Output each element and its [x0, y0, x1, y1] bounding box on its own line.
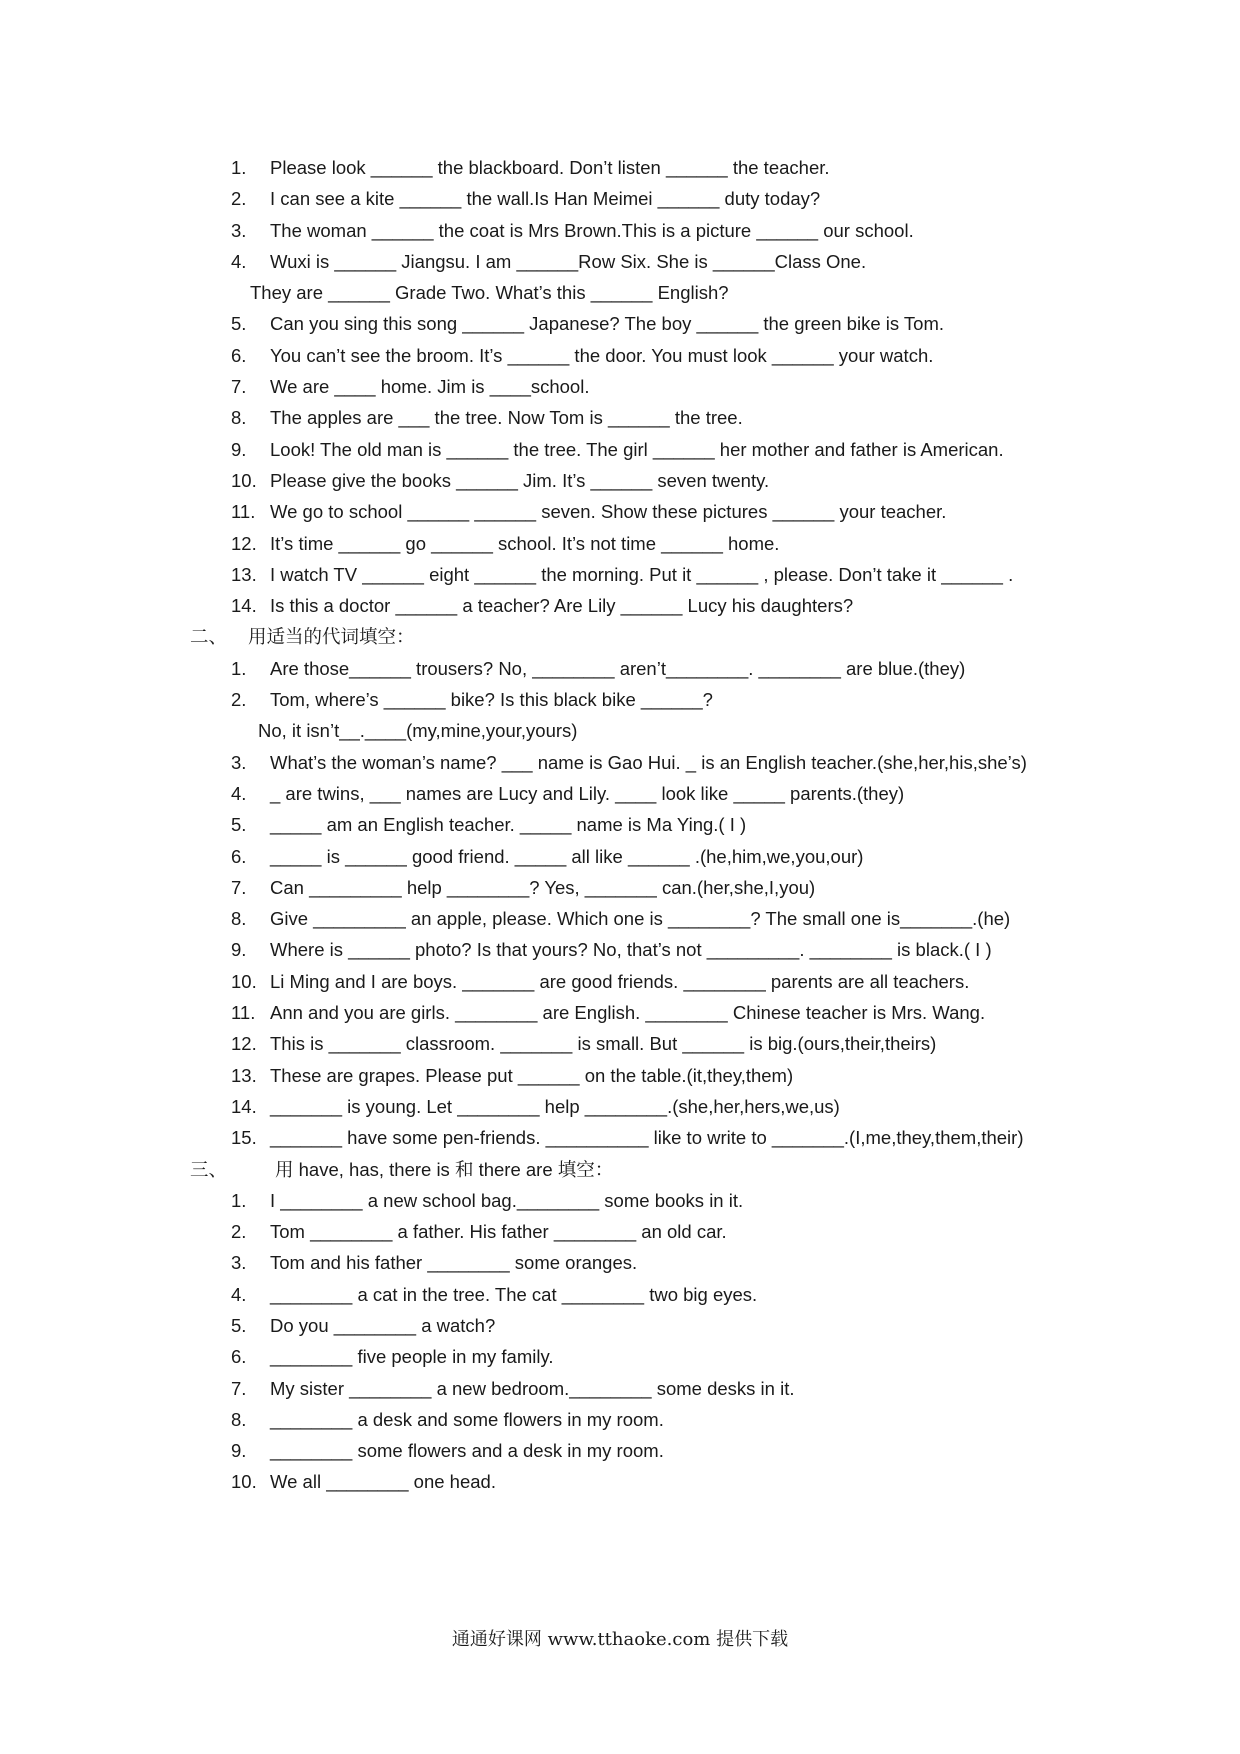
section-have-has-there [0, 1154, 1240, 1498]
list-item [0, 684, 1240, 715]
item-text: My sister ________ a new bedroom.________ some desks in it. [270, 1377, 795, 1399]
section-heading [0, 1154, 1240, 1185]
item-number: 13. [231, 563, 257, 585]
item-text: Can _________ help ________? Yes, _______ can.(her,she,I,you) [270, 876, 816, 898]
item-number: 1. [231, 157, 247, 178]
item-text: Please look ______ the blackboard. Don’t listen ______ the teacher. [270, 157, 830, 178]
item-number: 3. [231, 219, 247, 241]
item-text: We go to school ______ ______ seven. Show these pictures ______ your teacher. [270, 501, 947, 523]
item-text: Is this a doctor ______ a teacher? Are Lily ______ Lucy his daughters? [270, 595, 854, 617]
item-text: Li Ming and I are boys. _______ are good friends. ________ parents are all teachers. [270, 970, 970, 992]
list-item [0, 841, 1240, 872]
section-number: 三、 [190, 1158, 228, 1180]
section-heading [0, 621, 1240, 652]
item-number: 14. [231, 595, 257, 617]
item-text: Give _________ an apple, please. Which one is ________? The small one is_______.(he) [270, 908, 1011, 930]
item-text: _______ is young. Let ________ help ________.(she,her,hers,we,us) [270, 1095, 840, 1117]
item-text: What’s the woman’s name? ___ name is Gao Hui. _ is an English teacher.(she,her,his,she’s) [270, 751, 1027, 773]
item-text: Are those______ trousers? No, ________ aren’t________. ________ are blue.(they) [270, 657, 966, 679]
list-item [0, 152, 1240, 183]
list-item [0, 809, 1240, 840]
item-number: 10. [231, 970, 257, 992]
list-item [0, 246, 1240, 277]
list-item [0, 402, 1240, 433]
item-number: 1. [231, 1189, 247, 1211]
item-text: Do you ________ a watch? [270, 1314, 496, 1336]
list-item [0, 340, 1240, 371]
item-number: 4. [231, 250, 247, 272]
item-number: 11. [231, 1002, 256, 1024]
item-number: 14. [231, 1095, 257, 1117]
list-item [0, 747, 1240, 778]
item-text: They are ______ Grade Two. What’s this ______ English? [250, 282, 729, 304]
list-item [0, 1060, 1240, 1091]
list-item [0, 308, 1240, 339]
item-text: _ are twins, ___ names are Lucy and Lily. ____ look like _____ parents.(they) [270, 782, 905, 804]
list-item [0, 434, 1240, 465]
item-text: This is _______ classroom. _______ is small. But ______ is big.(ours,their,theirs) [270, 1033, 937, 1055]
item-number: 12. [231, 532, 257, 554]
item-number: 11. [231, 501, 256, 523]
item-number: 6. [231, 344, 247, 366]
list-item [0, 997, 1240, 1028]
section-number: 二、 [190, 626, 228, 648]
item-number: 15. [231, 1127, 257, 1149]
item-text: No, it isn’t__.____(my,mine,your,yours) [258, 720, 578, 742]
item-text: ________ a desk and some flowers in my room. [270, 1408, 664, 1430]
item-number: 2. [231, 689, 247, 711]
item-text: We are ____ home. Jim is ____school. [270, 376, 590, 398]
list-item [0, 778, 1240, 809]
item-number: 7. [231, 876, 247, 898]
list-item [0, 1247, 1240, 1278]
item-text: ________ a cat in the tree. The cat ________ two big eyes. [270, 1283, 758, 1305]
item-number: 7. [231, 1377, 247, 1399]
list-item [0, 215, 1240, 246]
item-text: Can you sing this song ______ Japanese? The boy ______ the green bike is Tom. [270, 313, 945, 335]
item-number: 1. [231, 657, 247, 679]
list-item [0, 1310, 1240, 1341]
list-item [0, 934, 1240, 965]
list-item [0, 1341, 1240, 1372]
item-text: We all ________ one head. [270, 1471, 496, 1493]
item-number: 3. [231, 1252, 247, 1274]
item-number: 9. [231, 438, 247, 460]
list-item [0, 1216, 1240, 1247]
item-number: 5. [231, 814, 247, 836]
item-text: Where is ______ photo? Is that yours? No, that’s not _________. ________ is black.( I ) [270, 939, 992, 961]
item-number: 6. [231, 845, 247, 867]
list-item-continuation [0, 277, 1240, 308]
item-number: 10. [231, 1471, 257, 1493]
list-item [0, 966, 1240, 997]
item-number: 2. [231, 1221, 247, 1243]
list-item-continuation [0, 715, 1240, 746]
item-number: 6. [231, 1346, 247, 1368]
item-text: ________ five people in my family. [270, 1346, 554, 1368]
item-number: 5. [231, 313, 247, 335]
section-pronouns [0, 621, 1240, 1153]
worksheet [0, 152, 1240, 1498]
section-title: 用适当的代词填空： [248, 626, 415, 648]
section-prepositions [0, 152, 1240, 621]
list-item [0, 1091, 1240, 1122]
list-item [0, 371, 1240, 402]
item-number: 8. [231, 407, 247, 429]
list-item [0, 559, 1240, 590]
item-text: You can’t see the broom. It’s ______ the door. You must look ______ your watch. [270, 344, 934, 366]
list-item [0, 1122, 1240, 1153]
item-text: _______ have some pen-friends. __________ like to write to _______.(I,me,they,them,their) [270, 1127, 1024, 1149]
list-item [0, 465, 1240, 496]
list-item [0, 1028, 1240, 1059]
item-text: It’s time ______ go ______ school. It’s not time ______ home. [270, 532, 780, 554]
item-number: 12. [231, 1033, 257, 1055]
item-number: 5. [231, 1314, 247, 1336]
list-item [0, 1435, 1240, 1466]
item-number: 7. [231, 376, 247, 398]
item-text: _____ is ______ good friend. _____ all like ______ .(he,him,we,you,our) [270, 845, 864, 867]
item-number: 9. [231, 1440, 247, 1462]
item-text: Look! The old man is ______ the tree. The girl ______ her mother and father is American. [270, 438, 1004, 460]
item-number: 9. [231, 939, 247, 961]
item-text: I ________ a new school bag.________ some books in it. [270, 1189, 744, 1211]
list-item [0, 653, 1240, 684]
list-item [0, 590, 1240, 621]
list-item [0, 1279, 1240, 1310]
item-text: Wuxi is ______ Jiangsu. I am ______Row Six. She is ______Class One. [270, 250, 867, 272]
item-text: Ann and you are girls. ________ are English. ________ Chinese teacher is Mrs. Wang. [270, 1002, 986, 1024]
item-number: 8. [231, 908, 247, 930]
item-text: Please give the books ______ Jim. It’s ______ seven twenty. [270, 469, 770, 491]
item-number: 3. [231, 751, 247, 773]
item-number: 8. [231, 1408, 247, 1430]
section-title: 用 have, has, there is 和 there are 填空： [275, 1158, 614, 1180]
list-item [0, 496, 1240, 527]
item-number: 4. [231, 782, 247, 804]
item-text: Tom, where’s ______ bike? Is this black bike ______? [270, 689, 713, 711]
item-number: 10. [231, 469, 257, 491]
item-text: Tom and his father ________ some oranges. [270, 1252, 638, 1274]
item-number: 2. [231, 188, 247, 210]
footer-source: 通通好课网 www.tthaoke.com 提供下载 [451, 1629, 789, 1650]
item-text: I watch TV ______ eight ______ the morning. Put it ______ , please. Don’t take it ______ . [270, 563, 1014, 585]
item-number: 13. [231, 1064, 257, 1086]
list-item [0, 1404, 1240, 1435]
item-text: _____ am an English teacher. _____ name is Ma Ying.( I ) [270, 814, 747, 836]
item-text: These are grapes. Please put ______ on the table.(it,they,them) [270, 1064, 794, 1086]
list-item [0, 1185, 1240, 1216]
list-item [0, 903, 1240, 934]
list-item [0, 1466, 1240, 1497]
list-item [0, 183, 1240, 214]
item-text: ________ some flowers and a desk in my room. [270, 1440, 664, 1462]
item-text: The apples are ___ the tree. Now Tom is ______ the tree. [270, 407, 743, 429]
item-text: Tom ________ a father. His father ________ an old car. [270, 1221, 727, 1243]
list-item [0, 528, 1240, 559]
list-item [0, 872, 1240, 903]
item-text: The woman ______ the coat is Mrs Brown.This is a picture ______ our school. [270, 219, 914, 241]
item-number: 4. [231, 1283, 247, 1305]
item-text: I can see a kite ______ the wall.Is Han Meimei ______ duty today? [270, 188, 821, 210]
list-item [0, 1373, 1240, 1404]
